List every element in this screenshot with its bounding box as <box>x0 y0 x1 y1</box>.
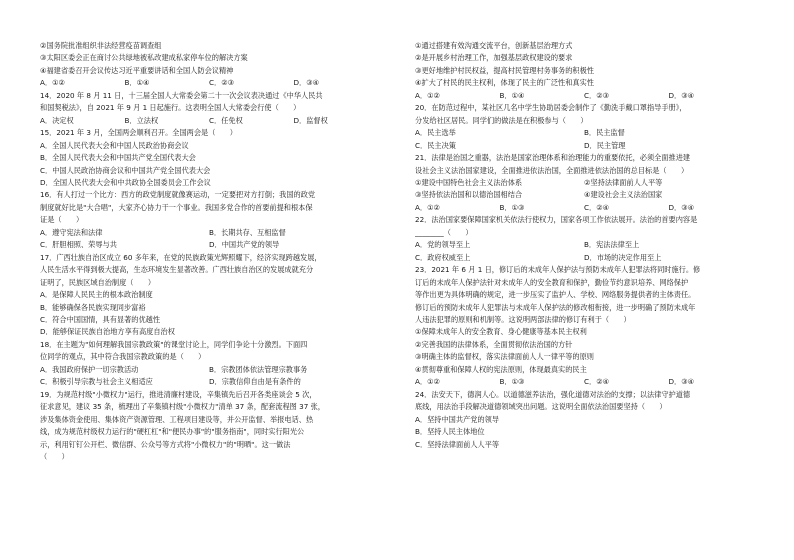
text-line: （ ） <box>40 451 69 461</box>
text-line: 14．2020 年 8 月 11 日，十三届全国人大常委会第二十一次会议表决通过《中华人民共 <box>40 90 323 100</box>
option-item: B．①③ <box>499 202 525 212</box>
text-line: 线，成为规范村级权力运行的"硬杠杠"和"便民办事"的"服务指南"，同时实行阳光公 <box>40 427 305 437</box>
text-line: ④扩大了村民的民主权利，体现了民主的广泛性和真实性 <box>415 78 594 88</box>
text-line: 制度就好比是"大合唱"，大家齐心协力干一个事业。我国多党合作的首要前提和根本保 <box>40 202 313 212</box>
text-line: 证是（ ） <box>40 215 84 225</box>
text-line: D．全国人民代表大会和中共政协全国委员会工作会议 <box>40 177 211 187</box>
text-line: ③明确主体的监督权，落实法律面前人人一律平等的原则 <box>415 352 594 362</box>
text-line: 分发给社区居民。同学们的做法是在积极参与（ ） <box>415 115 588 125</box>
option-item: B．宪法法律至上 <box>584 240 640 250</box>
option-item: A．我国政府保护一切宗教活动 <box>40 364 139 374</box>
text-line: C．坚持法律面前人人平等 <box>415 439 500 449</box>
text-line: ②是开展乡村治理工作，加强基层政权建设的要求 <box>415 53 573 63</box>
options-row <box>415 376 753 388</box>
option-item: A．党的领导至上 <box>415 240 471 250</box>
option-item: C．积极引导宗教与社会主义相适应 <box>40 377 153 387</box>
text-line: ④福建省委召开会议传达习近平重要讲话和全国人防会议精神 <box>40 65 234 75</box>
option-item: A．①② <box>415 202 440 212</box>
option-item: C．②④ <box>584 202 610 212</box>
options-row <box>40 77 378 89</box>
options-row <box>415 239 753 251</box>
options-row <box>415 189 753 201</box>
left-column <box>40 40 378 463</box>
text-line: ②完善我国的法律体系，全面贯彻依法治国的方针 <box>415 339 573 349</box>
option-item: C．政府权威至上 <box>415 252 471 262</box>
text-line: 设社会主义法治国家建设，全面推进依法治国，全面推进依法治国的总目标是（ ） <box>415 165 689 175</box>
text-line: 18．在主题为"如何理解我国宗教政策"的课堂讨论上，同学们争论十分激烈。下面四 <box>40 339 308 349</box>
options-row <box>40 364 378 376</box>
text-line: 示，利用钉钉公开栏、微信群、公众号等方式将"小微权力"的"明晒"。这一做法 <box>40 439 291 449</box>
option-item: D．③④ <box>668 90 695 100</box>
text-line: 等作出更为具体明确的规定，进一步压实了监护人、学校、网络服务提供者的主体责任。 <box>415 290 696 300</box>
right-column <box>415 40 753 451</box>
option-item: D．宗教信仰自由是有条件的 <box>209 377 301 387</box>
text-line: 涉及集体资金使用、集体资产资源管理、工程项目建设等，并公开监督、举报电话、热 <box>40 414 314 424</box>
option-item: B．①③ <box>499 377 525 387</box>
text-line: C．中国人民政治协商会议和中国共产党全国代表大会 <box>40 165 211 175</box>
option-item: B．宗教团体依法管理宗教事务 <box>209 364 308 374</box>
text-line: 22．法治国家要保障国家机关依法行使权力，国家各项工作依法展开。法治的首要内容是 <box>415 215 698 225</box>
text-line: 16．有人打过一个比方：西方的政党制度就像赛运动，一定要把对方打倒；我国的政党 <box>40 190 316 200</box>
options-row <box>415 90 753 102</box>
options-row <box>40 227 378 239</box>
text-line: 人违法犯罪的原则和机制等。这说明两部法律的修订有利于（ ） <box>415 314 631 324</box>
option-item: B．①④ <box>499 90 525 100</box>
option-item: A．①② <box>415 377 440 387</box>
text-line: ③更好地维护村民权益，提高村民管理村务事务的积极性 <box>415 65 594 75</box>
text-line: 24．法安天下，德润人心。以道德滋养法治，强化道德对法治的支撑；以法律守护道德 <box>415 389 691 399</box>
option-item: C．②③ <box>584 90 610 100</box>
text-line: 底线，用法治手段解决道德领域突出问题。这说明全面依法治国要坚持（ ） <box>415 402 667 412</box>
option-item: D．监督权 <box>293 115 328 125</box>
option-item: C．②④ <box>584 377 610 387</box>
text-line: 证明了，民族区域自治制度（ ） <box>40 277 156 287</box>
text-line: ④贯彻尊重和保障人权的宪法原则，体现最真实的民主 <box>415 364 587 374</box>
text-line: 修订后的预防未成年人犯罪法与未成年人保护法的修改相衔接，进一步明确了预防未成年 <box>415 302 696 312</box>
text-line: ②国务院批准组织非法经营疫苗调查组 <box>40 41 162 50</box>
option-item: ④建设社会主义法治国家 <box>584 190 663 200</box>
option-item: D．市场的决定作用至上 <box>584 252 662 262</box>
text-line: 位同学的观点，其中符合我国宗教政策的是（ ） <box>40 352 206 362</box>
option-item: B．立法权 <box>124 115 159 125</box>
options-row <box>415 202 753 214</box>
text-line: B．坚持人民主体地位 <box>415 427 485 437</box>
option-item: B．①④ <box>124 78 150 88</box>
option-item: ②坚持法律面前人人平等 <box>584 177 663 187</box>
text-line: 订后的未成年人保护法针对未成年人的安全教育和保护，勤俭节约意识培养、网络保护 <box>415 277 689 287</box>
options-row <box>415 177 753 189</box>
options-row <box>40 376 378 388</box>
text-line: D．能够保证民族自治地方享有高度自治权 <box>40 327 175 337</box>
text-line: 19．为规范村级"小微权力"运行，推进清廉村建设，辛集镇先后召开各类座谈会 5 次， <box>40 389 317 399</box>
option-item: A．①② <box>415 90 440 100</box>
options-row <box>415 127 753 139</box>
option-item: A．决定权 <box>40 115 74 125</box>
option-item: C．民主决策 <box>415 140 456 150</box>
options-row <box>415 140 753 152</box>
option-item: D．③④ <box>668 377 695 387</box>
option-item: A．①② <box>40 78 65 88</box>
option-item: D．民主管理 <box>584 140 626 150</box>
option-item: C．肝胆相照、荣辱与共 <box>40 240 117 250</box>
text-line: ①保障未成年人的安全教育、身心健康等基本民主权利 <box>415 327 587 337</box>
option-item: D．中国共产党的领导 <box>209 240 280 250</box>
text-line: 17．广西壮族自治区成立 60 多年来，在党的民族政策光辉照耀下，经济实现跨越发展， <box>40 252 322 262</box>
text-line: 征求意见，建议 35 条，梳理出了辛集镇村级"小微权力"清单 37 条，配套流程图 37 张， <box>40 402 325 412</box>
text-line: 20．在防范过程中，某社区几名中学生协助居委会制作了《勤洗手戴口罩指导手册》， <box>415 103 687 113</box>
options-row <box>40 239 378 251</box>
text-line: 21．法律是治国之重器，法治是国家治理体系和治理能力的重要依托，必须全面推进建 <box>415 153 691 163</box>
option-item: B．民主监督 <box>584 128 625 138</box>
option-item: ③坚持依法治国和以德治国相结合 <box>415 190 523 200</box>
text-line: 23．2021 年 6 月 1 日，修订后的未成年人保护法与预防未成年人犯罪法将同时施行。修 <box>415 265 701 275</box>
text-line: A．全国人民代表大会和中国人民政治协商会议 <box>40 140 189 150</box>
text-line: 人民生活水平得到极大提高，生态环境发生显著改善。广西壮族自治区的发展成就充分 <box>40 265 314 275</box>
text-line: 和国契税法》，自 2021 年 9 月 1 日起施行。这表明全国人大常委会行使（ ） <box>40 103 301 113</box>
text-line: A．坚持中国共产党的领导 <box>415 414 499 424</box>
option-item: C．②③ <box>209 78 235 88</box>
options-row <box>415 252 753 264</box>
option-item: B．长期共存、互相监督 <box>209 227 286 237</box>
option-item: A．遵守宪法和法律 <box>40 227 103 237</box>
option-item: A．民主选举 <box>415 128 456 138</box>
option-item: D．③④ <box>293 78 320 88</box>
text-line: ________（ ） <box>415 227 473 237</box>
text-line: B．能够确保各民族实现同步富裕 <box>40 302 146 312</box>
text-line: 15．2021 年 3 月，全国两会顺利召开。全国两会是（ ） <box>40 128 237 138</box>
option-item: ①建设中国特色社会主义法治体系 <box>415 177 523 187</box>
text-line: C．符合中国国情，具有显著的优越性 <box>40 314 161 324</box>
text-line: ③太阳区委会正在商讨公共绿地被私改建成私家停车位的解决方案 <box>40 53 248 63</box>
options-row <box>40 115 378 127</box>
text-line: A．是保障人民民主的根本政治制度 <box>40 290 153 300</box>
option-item: D．③④ <box>668 202 695 212</box>
option-item: C．任免权 <box>209 115 243 125</box>
text-line: B．全国人民代表大会和中国共产党全国代表大会 <box>40 153 196 163</box>
text-line: ①通过搭建有效沟通交流平台，创新基层治理方式 <box>415 41 573 50</box>
